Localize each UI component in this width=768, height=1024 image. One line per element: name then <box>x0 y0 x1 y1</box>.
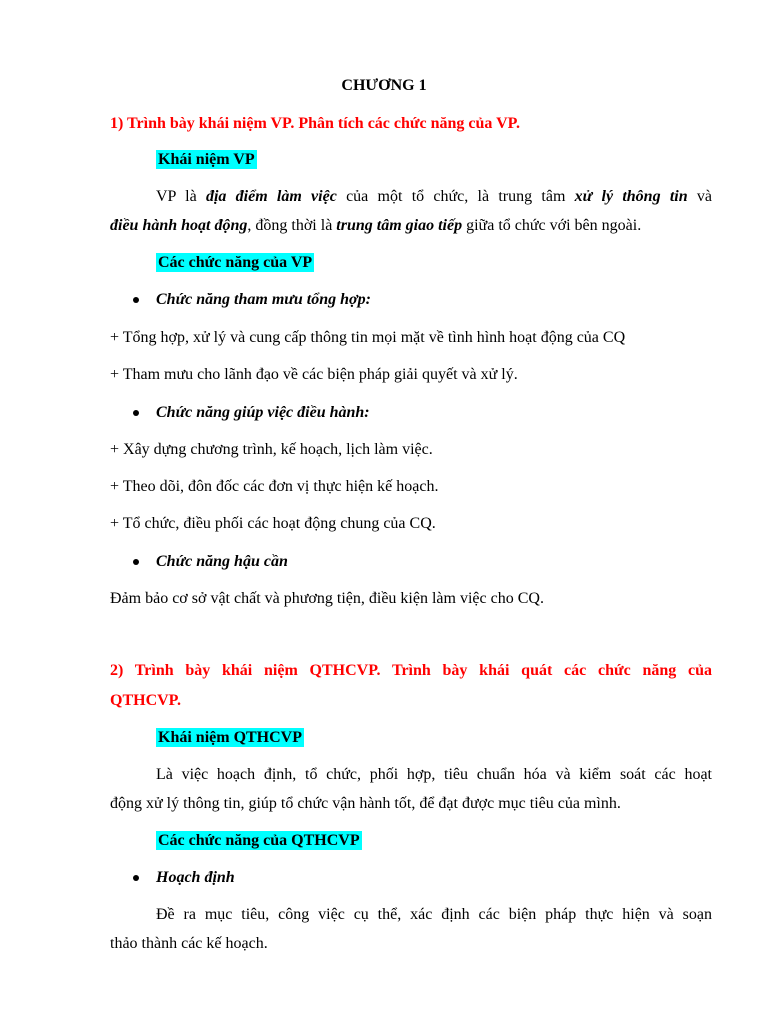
concept-qthcvp-heading <box>156 728 304 748</box>
vp-definition-line-1: VP là địa điểm làm việc của một tổ chức, là trung tâm xử lý thông tin và <box>156 188 713 205</box>
bullet-icon <box>133 410 139 416</box>
qthcvp-definition-line-1: Là việc hoạch định, tổ chức, phối hợp, tiêu chuẩn hóa và kiểm soát các hoạt <box>156 766 712 783</box>
function-executive-item: + Tổ chức, điều phối các hoạt động chung của CQ. <box>110 515 436 532</box>
function-executive-item: + Theo dõi, đôn đốc các đơn vị thực hiện kế hoạch. <box>110 478 439 495</box>
concept-vp-heading <box>156 150 257 170</box>
question-2-title-line-2: QTHCVP. <box>110 692 181 709</box>
function-advisory-item: + Tổng hợp, xử lý và cung cấp thông tin mọi mặt về tình hình hoạt động của CQ <box>110 329 626 346</box>
vp-functions-heading-text: Các chức năng của VP <box>158 254 313 271</box>
function-advisory-item: + Tham mưu cho lãnh đạo về các biện pháp giải quyết và xử lý. <box>110 366 518 383</box>
question-1-title: 1) Trình bày khái niệm VP. Phân tích các chức năng của VP. <box>110 115 520 132</box>
question-2-title-line-1: 2) Trình bày khái niệm QTHCVP. Trình bày khái quát các chức năng của <box>110 662 712 679</box>
bullet-icon <box>133 297 139 303</box>
concept-qthcvp-heading-text: Khái niệm QTHCVP <box>158 729 303 746</box>
function-executive-title: Chức năng giúp việc điều hành: <box>156 404 370 421</box>
bullet-icon <box>133 875 139 881</box>
chapter-title: CHƯƠNG 1 <box>341 77 427 94</box>
planning-text-line-1: Đề ra mục tiêu, công việc cụ thể, xác định các biện pháp thực hiện và soạn <box>156 906 712 923</box>
bullet-icon <box>133 559 139 565</box>
planning-text-line-2: thảo thành các kế hoạch. <box>110 935 268 952</box>
vp-functions-heading <box>156 253 314 273</box>
qthcvp-functions-heading-text: Các chức năng của QTHCVP <box>158 832 360 849</box>
function-logistics-title: Chức năng hậu cần <box>156 553 288 570</box>
qthcvp-functions-heading <box>156 831 362 851</box>
function-logistics-text: Đảm bảo cơ sở vật chất và phương tiện, điều kiện làm việc cho CQ. <box>110 590 544 607</box>
vp-definition-line-2: điều hành hoạt động, đồng thời là trung tâm giao tiếp giữa tổ chức với bên ngoài. <box>110 217 642 234</box>
function-planning-title: Hoạch định <box>156 869 235 886</box>
qthcvp-definition-line-2: động xử lý thông tin, giúp tổ chức vận hành tốt, để đạt được mục tiêu của mình. <box>110 795 621 812</box>
function-executive-item: + Xây dựng chương trình, kế hoạch, lịch làm việc. <box>110 441 433 458</box>
function-advisory-title: Chức năng tham mưu tổng hợp: <box>156 291 371 308</box>
concept-vp-heading-text: Khái niệm VP <box>158 151 255 168</box>
